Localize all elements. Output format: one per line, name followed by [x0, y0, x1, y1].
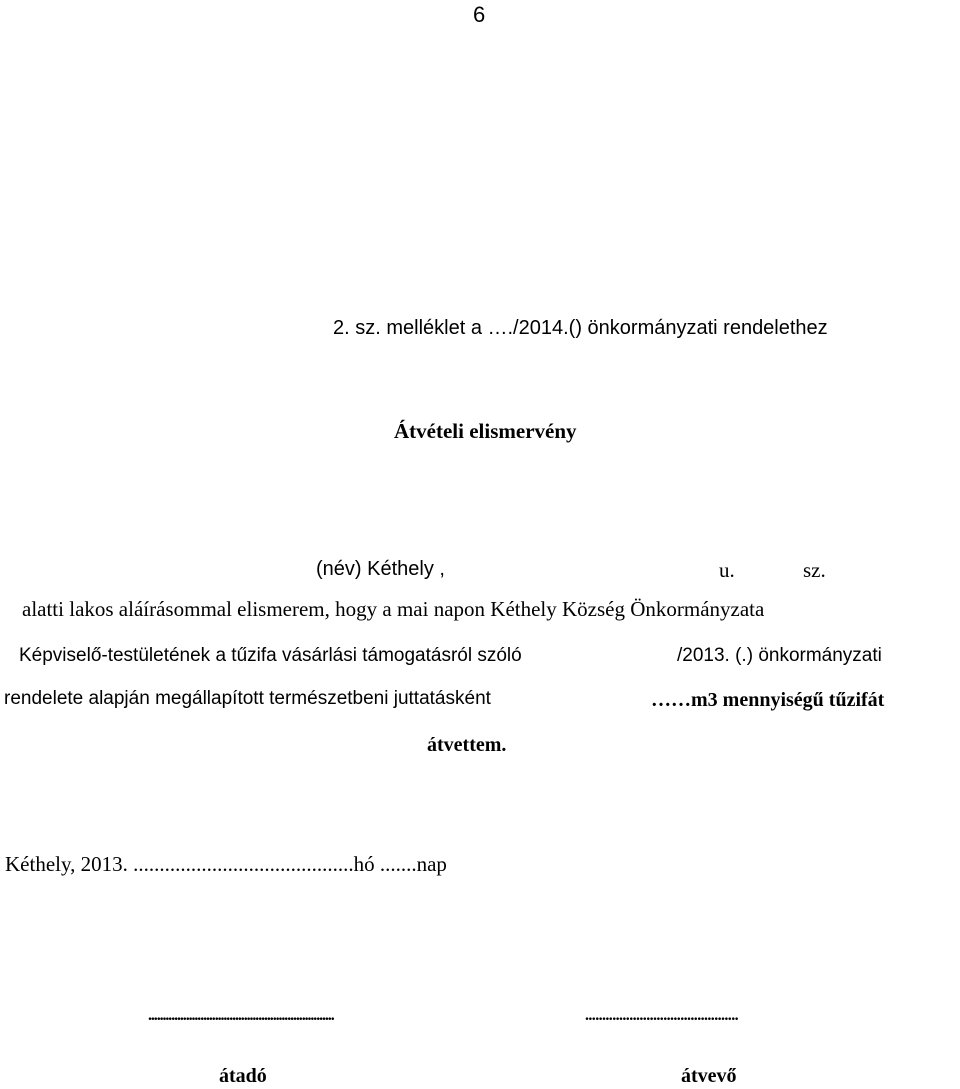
signature-label-right: átvevő	[681, 1065, 737, 1087]
page-number: 6	[473, 2, 486, 27]
date-line: Kéthely, 2013. ..........................................hó .......nap	[5, 852, 447, 876]
number-abbrev: sz.	[803, 558, 826, 582]
street-abbrev: u.	[719, 558, 735, 582]
body-line-2: alatti lakos aláírásommal elismerem, hogy a mai napon Kéthely Község Önkormányzata	[22, 597, 765, 621]
signature-label-left: átadó	[219, 1065, 267, 1087]
body-line-4b: ……m3 mennyiségű tűzifát	[651, 689, 885, 711]
body-line-4a: rendelete alapján megállapított természetbeni juttatásként	[4, 688, 491, 709]
signature-line-left: ................................................................	[148, 1007, 334, 1024]
body-line-5: átvettem.	[427, 734, 507, 756]
body-line-3b: /2013. (.) önkormányzati	[677, 645, 882, 666]
annex-title: 2. sz. melléklet a …./2014.() önkormányzati rendelethez	[333, 317, 828, 339]
name-place-text: (név) Kéthely ,	[316, 558, 445, 580]
signature-line-right: .............................................	[585, 1007, 739, 1024]
document-title: Átvételi elismervény	[394, 419, 577, 443]
body-line-3a: Képviselő-testületének a tűzifa vásárlási támogatásról szóló	[19, 645, 522, 666]
